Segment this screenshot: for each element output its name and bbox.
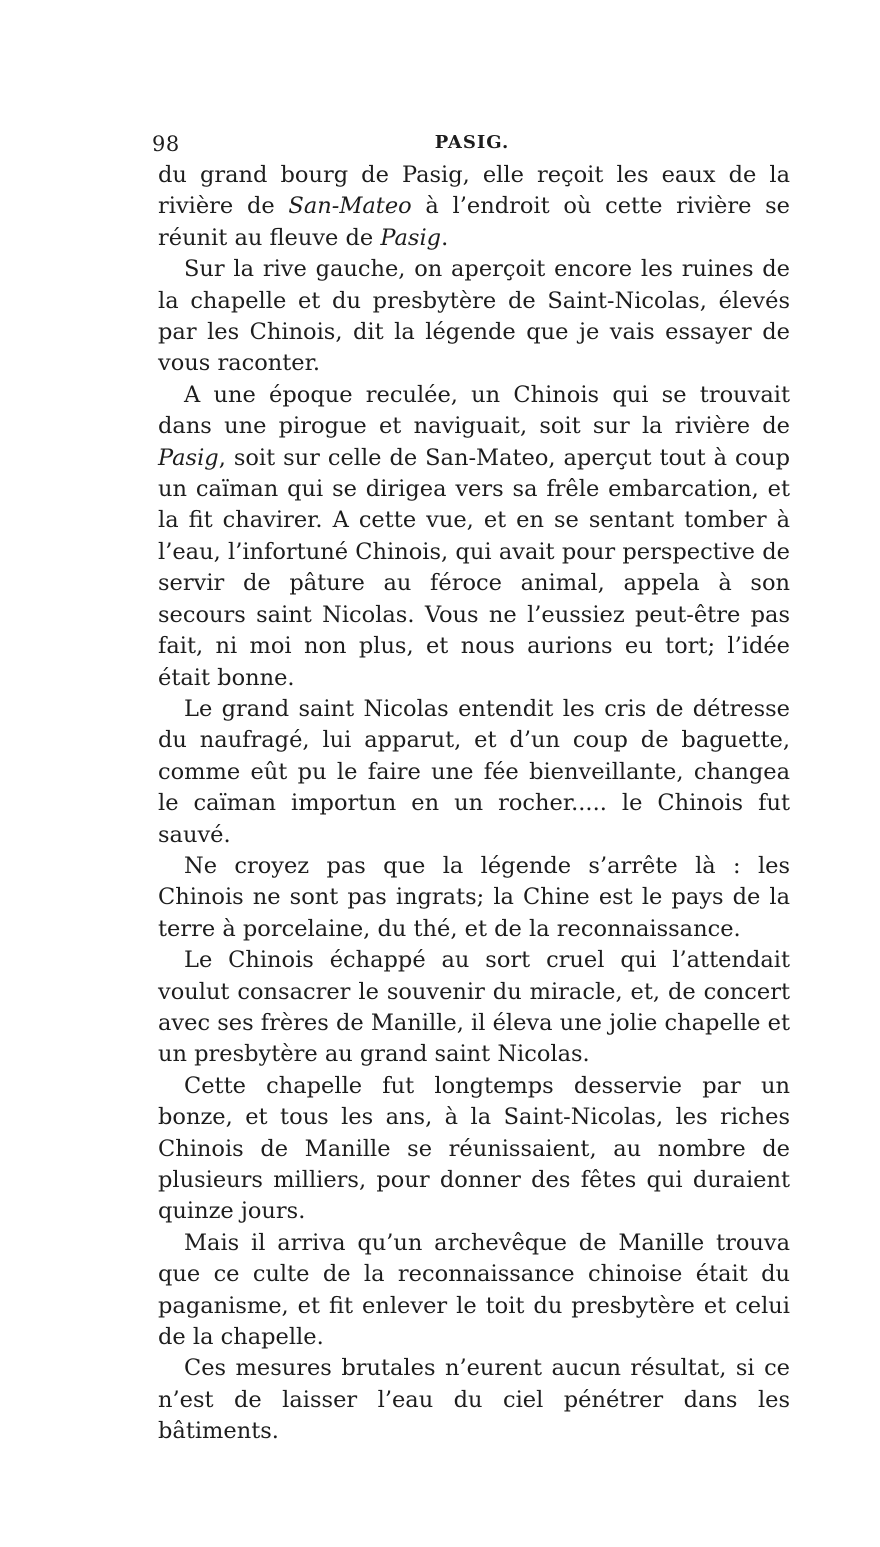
paragraph: Cette chapelle fut longtemps desservie par un bonze, et tous les ans, à la Saint-Nicolas, les riches Chinois de Manille se réunissaient, au nombre de plusieurs milliers, pour donner des fêtes qui duraient quinze jours. [158, 1072, 790, 1225]
running-title: PASIG. [434, 132, 510, 153]
paragraph: A une époque reculée, un Chinois qui se trouvait dans une pirogue et naviguait, soit sur la rivière de Pasig, soit sur celle de San-Mateo, aperçut tout à coup un caïman qui se dirigea vers sa frêle embarcation, et la fit chavirer. A cette vue, et en se sentant tomber à l’eau, l’infortuné Chinois, qui avait pour perspective de servir de pâture au féroce animal, appela à son secours saint Nicolas. Vous ne l’eussiez peut-être pas fait, ni moi non plus, et nous aurions eu tort; l’idée était bonne. [158, 381, 790, 691]
italic-place-name: San-Mateo [288, 193, 412, 220]
paragraph: Le grand saint Nicolas entendit les cris de détresse du naufragé, lui apparut, et d’un coup de baguette, comme eût pu le faire une fée bienveillante, changea le caïman importun en un rocher..... le Chinois fut sauvé. [158, 695, 790, 848]
paragraph: Ne croyez pas que la légende s’arrête là : les Chinois ne sont pas ingrats; la Chine est le pays de la terre à porcelaine, du thé, et de la reconnaissance. [158, 852, 790, 942]
running-head [152, 132, 792, 156]
paragraph: du grand bourg de Pasig, elle reçoit les eaux de la rivière de San-Mateo à l’endroit où cette rivière se réunit au fleuve de Pasig. [158, 162, 790, 251]
paragraph: Le Chinois échappé au sort cruel qui l’attendait voulut consacrer le souvenir du miracle, et, de concert avec ses frères de Manille, il éleva une jolie chapelle et un presbytère au grand saint Nicolas. [158, 947, 790, 1068]
paragraph: Sur la rive gauche, on aperçoit encore les ruines de la chapelle et du presbytère de Saint-Nicolas, élevés par les Chinois, dit la légende que je vais essayer de vous raconter. [158, 256, 790, 377]
italic-place-name: Pasig [380, 224, 442, 251]
paragraph: Ces mesures brutales n’eurent aucun résultat, si ce n’est de laisser l’eau du ciel pénétrer dans les bâtiments. [158, 1355, 790, 1445]
body-text [158, 160, 790, 1448]
paragraph: Mais il arriva qu’un archevêque de Manille trouva que ce culte de la reconnaissance chinoise était du paganisme, et fit enlever le toit du presbytère et celui de la chapelle. [158, 1229, 790, 1351]
page-number: 98 [152, 132, 180, 156]
italic-place-name: Pasig [158, 444, 219, 471]
